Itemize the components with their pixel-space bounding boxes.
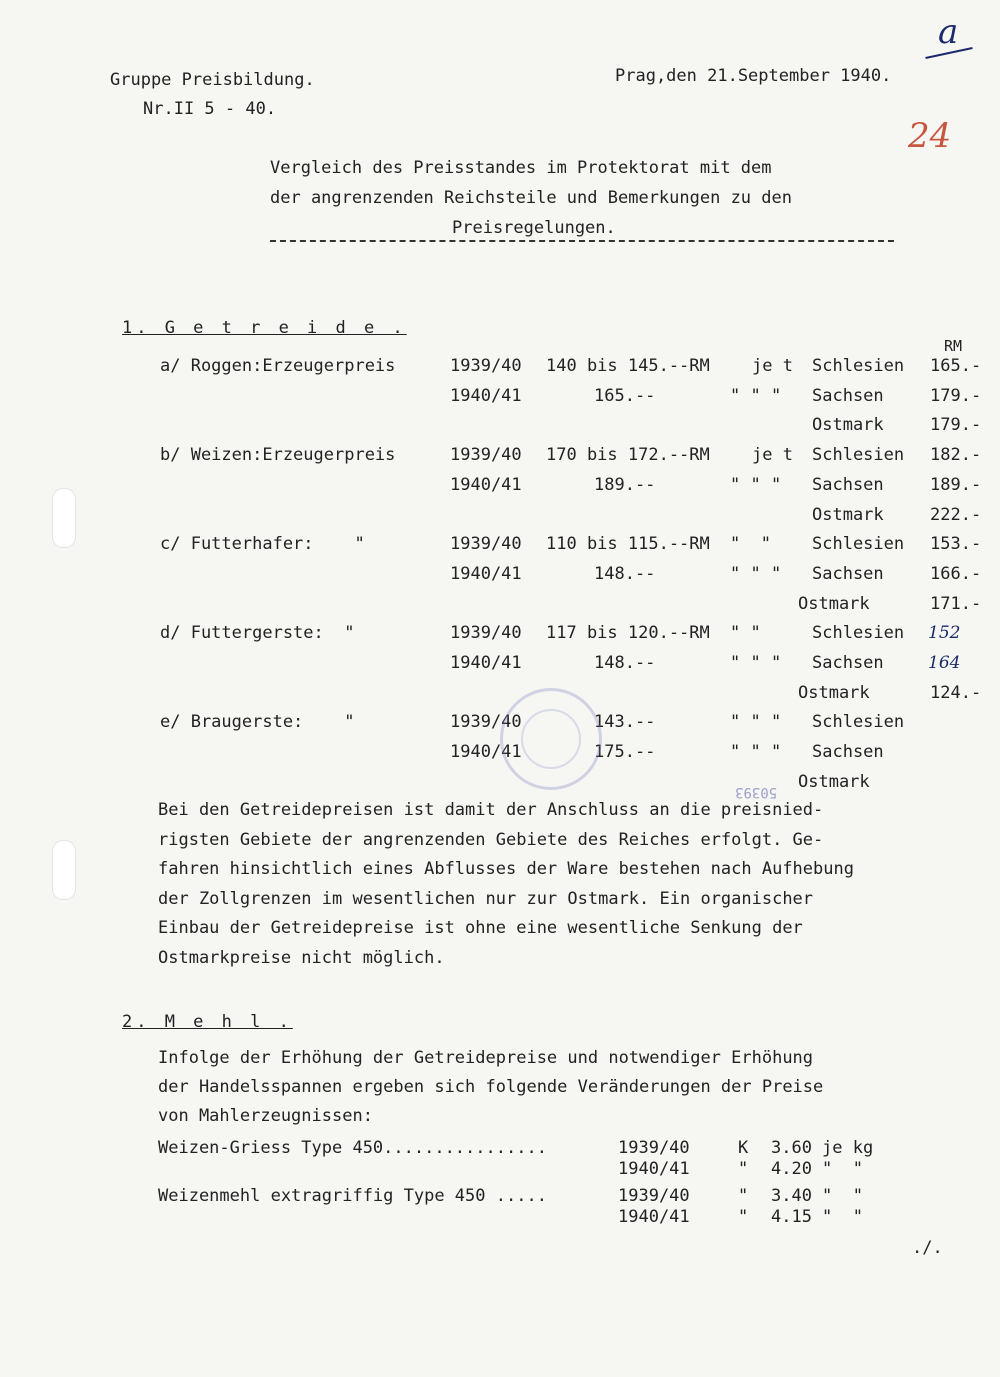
grain-row-year: 1939/40 [450,712,522,732]
section-1-heading: 1. G e t r e i d e . [122,318,407,338]
flour-paragraph-line: von Mahlerzeugnissen: [158,1106,373,1126]
grain-row-label: c/ Futterhafer: " [160,534,365,554]
grain-row-price: 175.-- [594,742,656,762]
grain-row-per: " " " [730,475,782,495]
flour-item-unit-1: " " [822,1186,863,1206]
grain-row-per: " " " [730,653,782,673]
flour-item-year-1: 1939/40 [618,1138,690,1158]
title-line-3: Preisregelungen. [452,218,616,238]
official-stamp [500,688,602,790]
official-stamp-inner [521,709,581,769]
grain-row-year: 1939/40 [450,356,522,376]
punch-hole-top [52,488,76,548]
grain-paragraph-line: Einbau der Getreidepreise ist ohne eine wesentliche Senkung der [158,918,803,938]
grain-row-region: Ostmark [798,594,870,614]
grain-row-region: Schlesien [812,356,905,376]
grain-row-year: 1940/41 [450,386,522,406]
grain-row-region: Schlesien [812,534,905,554]
grain-row-value: 179.- [930,415,982,435]
flour-item-value-1: 3.40 [771,1186,812,1206]
grain-row-value: 152 [928,623,961,643]
flour-item-unit-2: " " [822,1159,863,1179]
grain-row-region: Ostmark [812,415,884,435]
flour-item-currency-2: " [738,1207,749,1227]
grain-row-per: " " " [730,742,782,762]
flour-item-currency-1: " [738,1186,749,1206]
grain-row-value: 171.- [930,594,982,614]
flour-item-value-2: 4.20 [771,1159,812,1179]
grain-row-region: Ostmark [798,772,870,792]
flour-paragraph-line: Infolge der Erhöhung der Getreidepreise und notwendiger Erhöhung [158,1048,814,1068]
flour-paragraph-line: der Handelsspannen ergeben sich folgende Veränderungen der Preise [158,1077,824,1097]
grain-row-year: 1940/41 [450,742,522,762]
grain-row-region: Sachsen [812,475,884,495]
flour-item-unit-2: " " [822,1207,863,1227]
flour-item-currency-2: " [738,1159,749,1179]
grain-row-year: 1939/40 [450,445,522,465]
reference-number: Nr.II 5 - 40. [143,99,277,119]
grain-row-price: 140 bis 145.--RM [546,356,710,376]
grain-row-per: je t [752,356,793,376]
title-line-1: Vergleich des Preisstandes im Protektorat mit dem [270,158,772,178]
grain-row-value: 166.- [930,564,982,584]
grain-row-per: " " " [730,386,782,406]
flour-item-value-2: 4.15 [771,1207,812,1227]
grain-row-year: 1939/40 [450,534,522,554]
grain-row-per: " " " [730,712,782,732]
flour-item-unit-1: je kg [822,1138,874,1158]
grain-row-value: 124.- [930,683,982,703]
grain-row-region: Sachsen [812,386,884,406]
grain-row-label: d/ Futtergerste: " [160,623,355,643]
place-date: Prag,den 21.September 1940. [615,66,892,86]
grain-row-value: 179.- [930,386,982,406]
grain-row-price: 170 bis 172.--RM [546,445,710,465]
grain-paragraph-line: rigsten Gebiete der angrenzenden Gebiete des Reiches erfolgt. Ge- [158,829,824,850]
grain-row-price: 148.-- [594,564,656,584]
flour-item-value-1: 3.60 [771,1138,812,1158]
continuation-mark: ./. [912,1238,943,1258]
grain-row-region: Schlesien [812,445,905,465]
unit-header-rm: RM [944,337,963,355]
grain-row-label: b/ Weizen:Erzeugerpreis [160,445,396,465]
handwritten-mark-a: a [938,12,959,52]
punch-hole-bottom [52,840,76,900]
grain-row-price: 189.-- [594,475,656,495]
grain-row-value: 153.- [930,534,982,554]
grain-row-value: 222.- [930,505,982,525]
grain-row-price: 165.-- [594,386,656,406]
grain-row-region: Sachsen [812,564,884,584]
grain-row-year: 1940/41 [450,653,522,673]
grain-row-value: 164 [928,653,961,673]
grain-row-price: 148.-- [594,653,656,673]
flour-item-year-1: 1939/40 [618,1186,690,1206]
grain-paragraph-line: der Zollgrenzen im wesentlichen nur zur Ostmark. Ein organischer [158,888,814,909]
grain-row-value: 165.- [930,356,982,376]
flour-item-name: Weizenmehl extragriffig Type 450 ..... [158,1186,547,1206]
grain-row-per: " " [730,623,761,643]
grain-row-per: je t [752,445,793,465]
grain-row-year: 1939/40 [450,623,522,643]
handwritten-page-number: 24 [908,116,952,156]
title-line-2: der angrenzenden Reichsteile und Bemerkungen zu den [270,188,792,208]
grain-row-value: 182.- [930,445,982,465]
section-2-heading: 2. M e h l . [122,1012,293,1032]
group-label: Gruppe Preisbildung. [110,70,315,90]
flour-item-year-2: 1940/41 [618,1159,690,1179]
grain-row-price: 143.-- [594,712,656,732]
grain-row-region: Sachsen [812,653,884,673]
grain-row-price: 110 bis 115.--RM [546,534,710,554]
grain-row-region: Sachsen [812,742,884,762]
grain-row-year: 1940/41 [450,475,522,495]
grain-row-year: 1940/41 [450,564,522,584]
grain-row-region: Schlesien [812,712,905,732]
grain-row-per: " " [730,534,771,554]
grain-row-region: Ostmark [812,505,884,525]
grain-paragraph-line: Ostmarkpreise nicht möglich. [158,947,445,968]
grain-paragraph-line: Bei den Getreidepreisen ist damit der Anschluss an die preisnied- [158,800,824,820]
flour-item-currency-1: K [738,1138,749,1158]
grain-row-price: 117 bis 120.--RM [546,623,710,643]
title-rule [270,240,894,242]
stamp-number: 50393 [735,784,778,800]
grain-paragraph-line: fahren hinsichtlich eines Abflusses der Ware bestehen nach Aufhebung [158,859,854,879]
grain-row-region: Ostmark [798,683,870,703]
grain-row-value: 189.- [930,475,982,495]
grain-row-per: " " " [730,564,782,584]
flour-item-year-2: 1940/41 [618,1207,690,1227]
flour-item-name: Weizen-Griess Type 450................ [158,1138,547,1158]
grain-row-label: e/ Braugerste: " [160,712,355,732]
grain-row-label: a/ Roggen:Erzeugerpreis [160,356,396,376]
grain-row-region: Schlesien [812,623,905,643]
